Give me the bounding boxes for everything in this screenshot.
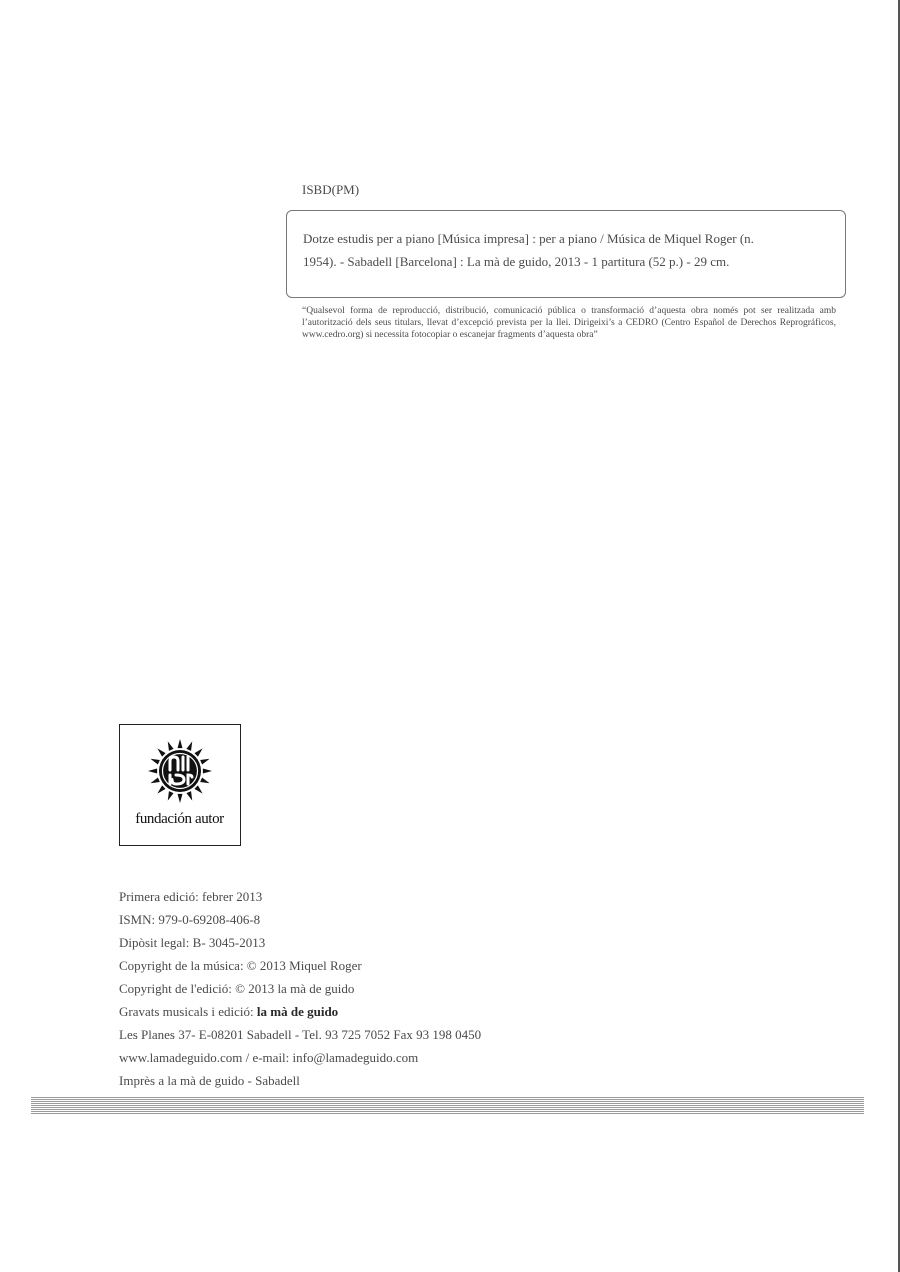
sun-ray xyxy=(168,741,174,750)
sun-ray xyxy=(148,769,157,774)
first-edition-line: Primera edició: febrer 2013 xyxy=(119,889,263,904)
logo-caption: fundación autor xyxy=(135,811,224,827)
web-contact-line: www.lamadeguido.com / e-mail: info@lamadeguido.com xyxy=(119,1050,419,1065)
sun-ray xyxy=(186,741,192,750)
ismn-line: ISMN: 979-0-69208-406-8 xyxy=(119,912,261,927)
address-line: Les Planes 37- E-08201 Sabadell - Tel. 93 725 7052 Fax 93 198 0450 xyxy=(119,1027,482,1042)
sun-ray xyxy=(168,791,174,800)
sun-ray xyxy=(200,759,209,765)
fundacion-autor-sun-logo-icon xyxy=(146,737,214,805)
cip-record-line-2: 1954). - Sabadell [Barcelona] : La mà de guido, 2013 - 1 partitura (52 p.) - 29 cm. xyxy=(303,254,730,269)
sun-ray xyxy=(150,777,159,783)
sun-ray xyxy=(150,759,159,765)
sun-ray xyxy=(178,794,183,803)
engraving-label: Gravats musicals i edició: xyxy=(119,1004,257,1019)
sun-ray xyxy=(157,785,165,793)
music-copyright-line: Copyright de la música: © 2013 Miquel Roger xyxy=(119,958,362,973)
sun-ray xyxy=(194,785,202,793)
edition-copyright-line: Copyright de l'edició: © 2013 la mà de guido xyxy=(119,981,355,996)
cip-record-box xyxy=(286,210,846,298)
sun-ray xyxy=(194,748,202,756)
sun-ray xyxy=(186,791,192,800)
footer-rule xyxy=(31,1097,864,1115)
copyright-notice: “Qualsevol forma de reproducció, distribució, comunicació pública o transformació d’aquesta obra només pot ser realitzada amb l’autorització dels seus titulars, llevat d’excepció prevista per la llei. Dirigeixi’s a CEDRO (Centro Español de Derechos Reprográficos, www.cedro.org) si necessita fotocopiar o escanejar fragments d’aquesta obra” xyxy=(302,306,836,340)
fundacion-autor-logo xyxy=(119,724,241,846)
printed-line: Imprès a la mà de guido - Sabadell xyxy=(119,1073,300,1088)
legal-deposit-line: Dipòsit legal: B- 3045-2013 xyxy=(119,935,266,950)
imprint-block xyxy=(119,885,481,1092)
cip-record-line-1: Dotze estudis per a piano [Música impresa] : per a piano / Música de Miquel Roger (n. xyxy=(303,231,754,246)
sun-ray xyxy=(200,777,209,783)
engraving-line xyxy=(119,1000,481,1023)
sun-ray xyxy=(178,739,183,748)
sun-ray xyxy=(203,769,212,774)
engraving-publisher: la mà de guido xyxy=(256,1004,339,1019)
sun-ray xyxy=(157,748,165,756)
isbd-heading: ISBD(PM) xyxy=(302,182,360,197)
